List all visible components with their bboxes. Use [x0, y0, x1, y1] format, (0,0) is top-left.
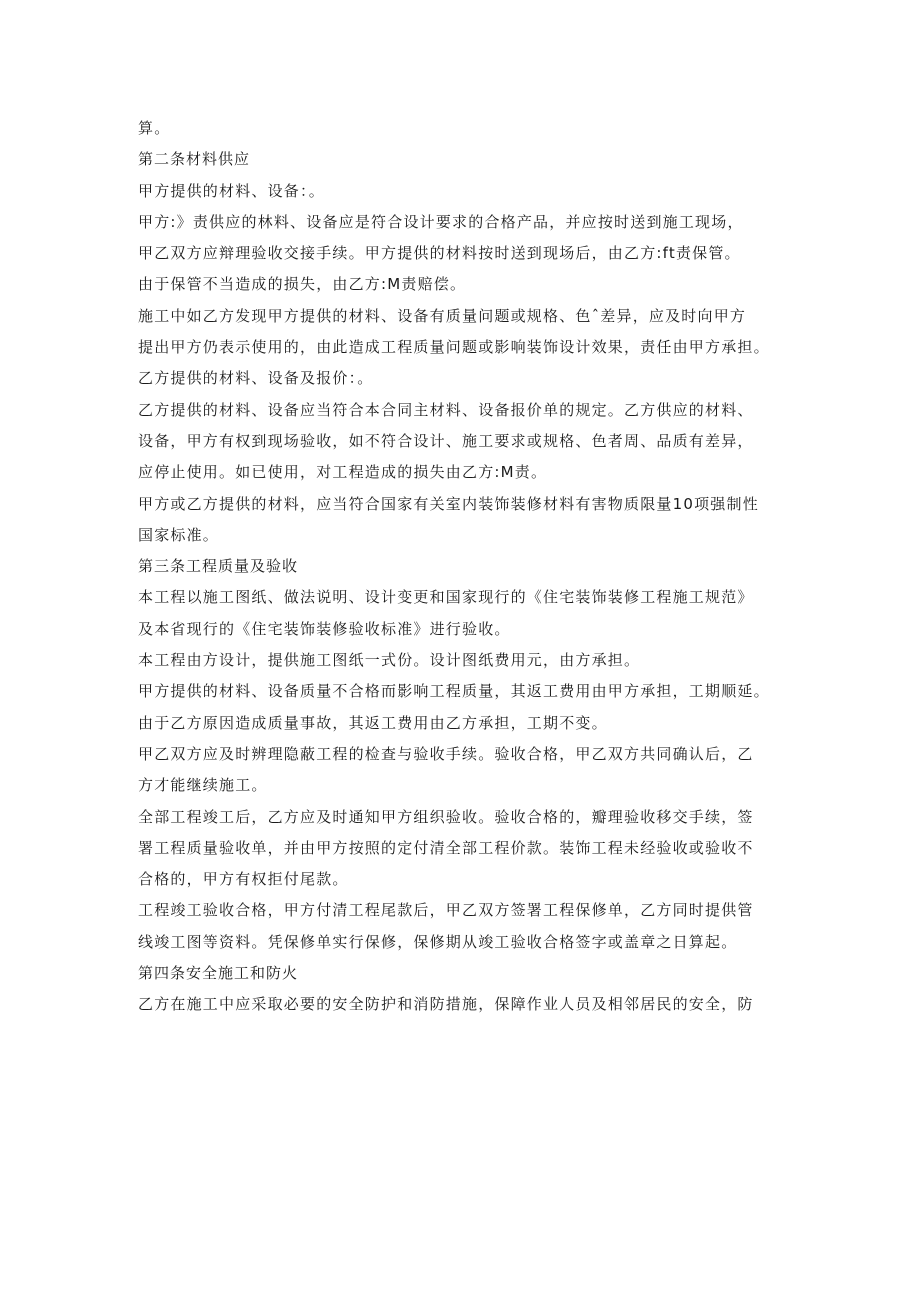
section-heading-quality-acceptance: 第三条工程质量及验收 — [138, 557, 299, 576]
document-body — [138, 113, 788, 1021]
body-line: 乙方提供的材料、设备及报价：。 — [138, 369, 374, 388]
body-line: 全部工程竣工后，乙方应及时通知甲方组织验收。验收合格的，瓣理验收移交手续，签 — [138, 807, 754, 826]
body-line: 施工中如乙方发现甲方提供的材料、设备有质量问题或规格、色ˆ差异，应及时向甲方 — [138, 306, 747, 325]
body-line: 合格的，甲方有权拒付尾款。 — [138, 870, 349, 889]
body-line: 乙方提供的材料、设备应当符合本合同主材料、设备报价单的规定。乙方供应的材料、 — [138, 400, 754, 419]
body-line: 应停止使用。如已使用，对工程造成的损失由乙方:M责。 — [138, 463, 548, 482]
body-line: 方才能继续施工。 — [138, 776, 268, 795]
body-line: 及本省现行的《住宅装饰装修验收标准》进行验收。 — [138, 619, 511, 638]
body-line: 甲乙双方应辩理验收交接手续。甲方提供的材料按时送到现场后，由乙方:ft责保管。 — [138, 244, 741, 263]
body-line: 由于保管不当造成的损失，由乙方:M责赔偿。 — [138, 275, 467, 294]
body-line: 工程竣工验收合格，甲方付清工程尾款后，甲乙双方签署工程保修单，乙方同时提供管 — [138, 901, 754, 920]
body-line: 甲方:》责供应的林料、设备应是符合设计要求的合格产品，并应按时送到施工现场， — [138, 212, 744, 231]
body-line: 算。 — [138, 119, 171, 137]
body-line: 提出甲方仍表示使用的，由此造成工程质量问题或影响装饰设计效果，责任由甲方承担。 — [138, 338, 770, 357]
section-heading-material-supply: 第二条材料供应 — [138, 150, 251, 169]
body-line: 甲方提供的材料、设备：。 — [138, 181, 325, 200]
body-line: 署工程质量验收单，并由甲方按照的定付清全部工程价款。装饰工程未经验收或验收不 — [138, 838, 754, 857]
body-line: 乙方在施工中应采取必要的安全防护和消防措施，保障作业人员及相邻居民的安全，防 — [138, 995, 754, 1014]
body-line: 甲方或乙方提供的材料，应当符合国家有关室内装饰装修材料有害物质限量10项强制性 — [138, 494, 759, 513]
body-line: 国家标准。 — [138, 525, 220, 544]
body-line: 甲方提供的材料、设备质量不合格而影响工程质量，其返工费用由甲方承担，工期顺延。 — [138, 682, 770, 701]
body-line: 本工程以施工图纸、做法说明、设计变更和国家现行的《住宅装饰装修工程施工规范》 — [138, 588, 754, 607]
body-line: 设备，甲方有权到现场验收，如不符合设计、施工要求或规格、色者周、品质有差异， — [138, 431, 754, 450]
body-line: 本工程由方设计，提供施工图纸一式份。设计图纸费用元，由方承担。 — [138, 651, 641, 670]
section-heading-safety-fire: 第四条安全施工和防火 — [138, 964, 299, 983]
body-line: 甲乙双方应及时辨理隐蔽工程的检查与验收手续。验收合格，甲乙双方共同确认后，乙 — [138, 744, 754, 763]
body-line: 线竣工图等资料。凭保修单实行保修，保修期从竣工验收合格签字或盖章之日算起。 — [138, 932, 738, 951]
body-line: 由于乙方原因造成质量事故，其返工费用由乙方承担，工期不变。 — [138, 713, 608, 732]
